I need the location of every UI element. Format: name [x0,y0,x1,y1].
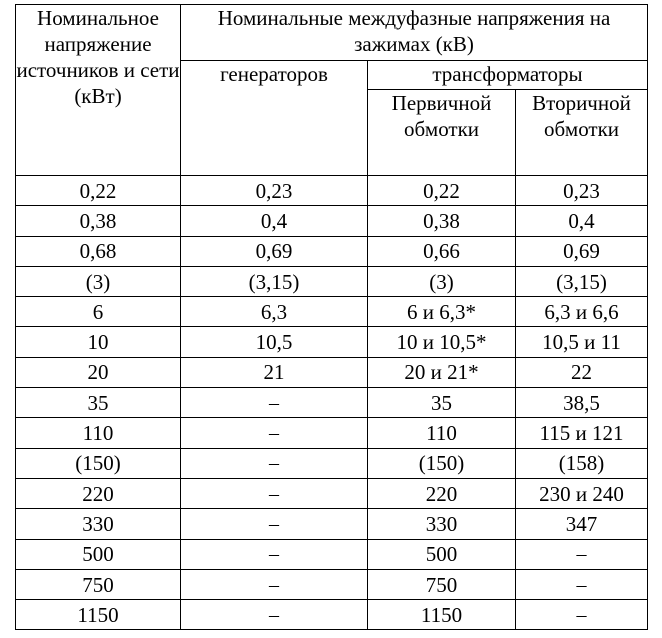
cell-generators: 6,3 [181,297,368,327]
cell-nominal: 0,38 [16,206,181,236]
cell-generators: – [181,509,368,539]
cell-secondary: – [516,600,648,630]
cell-primary: 500 [368,539,516,569]
cell-nominal: 500 [16,539,181,569]
cell-secondary: 10,5 и 11 [516,327,648,357]
voltage-table [15,4,648,630]
cell-nominal: 20 [16,357,181,387]
table-row [16,539,648,569]
table-row [16,569,648,599]
table-row [16,478,648,508]
table-row [16,357,648,387]
cell-primary: 750 [368,569,516,599]
cell-primary: 0,22 [368,176,516,206]
cell-secondary: 38,5 [516,388,648,418]
cell-secondary: – [516,539,648,569]
cell-primary: 6 и 6,3* [368,297,516,327]
cell-nominal: 35 [16,388,181,418]
header-generators: генераторов [181,61,368,176]
header-primary-winding: Первичной обмотки [368,90,516,176]
cell-primary: 330 [368,509,516,539]
table-row [16,600,648,630]
cell-primary: 20 и 21* [368,357,516,387]
header-phase-voltages: Номинальные междуфазные напряжения на зажимах (кВ) [181,5,648,61]
table-row [16,509,648,539]
cell-primary: 1150 [368,600,516,630]
cell-primary: 35 [368,388,516,418]
cell-nominal: 0,22 [16,176,181,206]
cell-nominal: 10 [16,327,181,357]
cell-generators: (3,15) [181,266,368,296]
cell-primary: (3) [368,266,516,296]
cell-secondary: 0,4 [516,206,648,236]
cell-secondary: (158) [516,448,648,478]
cell-secondary: 347 [516,509,648,539]
table-header [16,5,648,176]
cell-generators: – [181,539,368,569]
cell-generators: 21 [181,357,368,387]
cell-generators: – [181,388,368,418]
header-secondary-winding: Вторичной обмотки [516,90,648,176]
cell-primary: 110 [368,418,516,448]
cell-generators: 0,23 [181,176,368,206]
cell-nominal: 0,68 [16,236,181,266]
cell-generators: – [181,569,368,599]
table-row [16,266,648,296]
cell-primary: (150) [368,448,516,478]
cell-generators: 0,69 [181,236,368,266]
cell-generators: – [181,448,368,478]
cell-secondary: 6,3 и 6,6 [516,297,648,327]
table-row [16,297,648,327]
cell-primary: 0,38 [368,206,516,236]
cell-primary: 10 и 10,5* [368,327,516,357]
cell-primary: 0,66 [368,236,516,266]
cell-generators: 0,4 [181,206,368,236]
table-row [16,448,648,478]
cell-secondary: 0,69 [516,236,648,266]
cell-generators: – [181,600,368,630]
table-row [16,388,648,418]
table-row [16,236,648,266]
header-transformers: трансформаторы [368,61,648,90]
table-container [15,4,648,630]
table-row [16,206,648,236]
cell-generators: – [181,478,368,508]
cell-generators: – [181,418,368,448]
cell-primary: 220 [368,478,516,508]
cell-secondary: (3,15) [516,266,648,296]
cell-nominal: 220 [16,478,181,508]
cell-secondary: 0,23 [516,176,648,206]
cell-generators: 10,5 [181,327,368,357]
cell-nominal: (150) [16,448,181,478]
table-row [16,327,648,357]
cell-secondary: 230 и 240 [516,478,648,508]
cell-nominal: 110 [16,418,181,448]
cell-secondary: 115 и 121 [516,418,648,448]
cell-secondary: 22 [516,357,648,387]
cell-nominal: (3) [16,266,181,296]
table-row [16,418,648,448]
cell-nominal: 6 [16,297,181,327]
header-nominal-voltage: Номинальное напряжение источников и сети (кВт) [16,5,181,176]
cell-nominal: 750 [16,569,181,599]
cell-nominal: 1150 [16,600,181,630]
table-row [16,176,648,206]
table-body [16,176,648,630]
cell-nominal: 330 [16,509,181,539]
cell-secondary: – [516,569,648,599]
